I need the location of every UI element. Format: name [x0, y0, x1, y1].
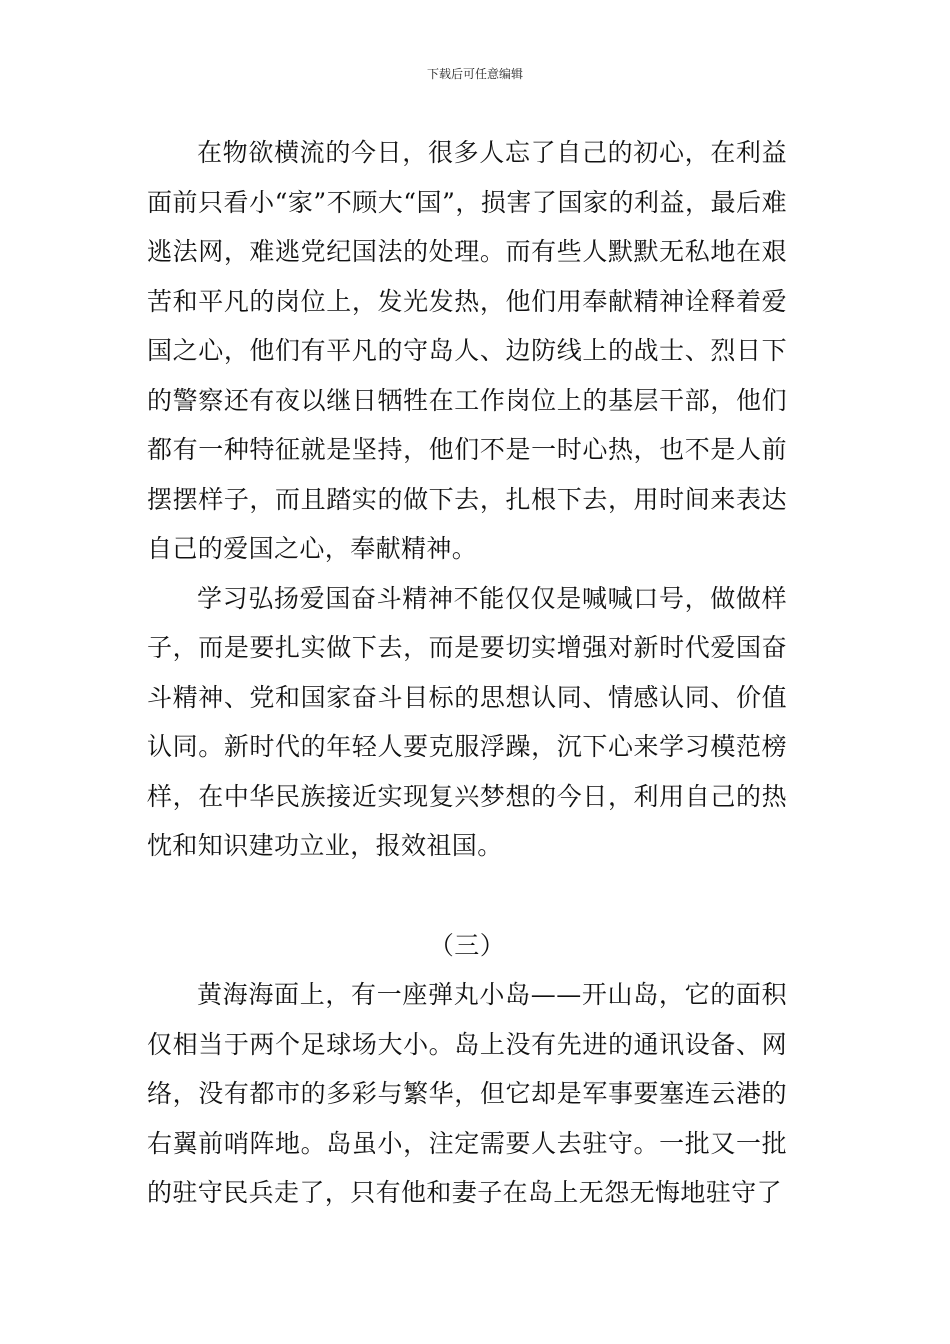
document-body — [147, 128, 787, 1218]
section-spacer — [147, 871, 787, 921]
section-paragraph: 黄海海面上，有一座弹丸小岛——开山岛，它的面积仅相当于两个足球场大小。岛上没有先进的通讯设备、网络，没有都市的多彩与繁华，但它却是军事要塞连云港的右翼前哨阵地。岛虽小，注定需要人去驻守。一批又一批的驻守民兵走了，只有他和妻子在岛上无怨无悔地驻守了 — [147, 980, 787, 1207]
paragraph-1: 在物欲横流的今日，很多人忘了自己的初心，在利益面前只看小“家”不顾大“国”，损害了国家的利益，最后难逃法网，难逃党纪国法的处理。而有些人默默无私地在艰苦和平凡的岗位上，发光发热，他们用奉献精神诠释着爱国之心，他们有平凡的守岛人、边防线上的战士、烈日下的警察还有夜以继日牺牲在工作岗位上的基层干部，他们都有一种特征就是坚持，他们不是一时心热，也不是人前摆摆样子，而且踏实的做下去，扎根下去，用时间来表达自己的爱国之心，奉献精神。 — [147, 138, 787, 563]
page-header: 下载后可任意编辑 — [426, 67, 523, 81]
section-title: （三） — [428, 930, 506, 960]
paragraph-2: 学习弘扬爱国奋斗精神不能仅仅是喊喊口号，做做样子，而是要扎实做下去，而是要切实增强对新时代爱国奋斗精神、党和国家奋斗目标的思想认同、情感认同、价值认同。新时代的年轻人要克服浮躁，沉下心来学习模范榜样，在中华民族接近实现复兴梦想的今日，利用自己的热忱和知识建功立业，报效祖国。 — [147, 583, 787, 860]
